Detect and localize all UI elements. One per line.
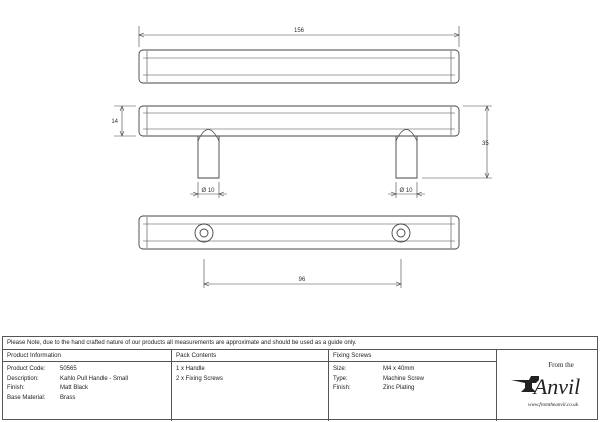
product-info-row [7, 375, 171, 385]
pack-contents-section [172, 350, 329, 421]
product-info-heading: Product Information [3, 350, 171, 362]
left-fixing-hole [195, 224, 213, 242]
product-info-section [3, 350, 172, 421]
disclaimer-note: Please Note, due to the hand crafted nature of our products all measurements are approximate and should be used as a guide only. [3, 337, 597, 350]
row-label: Base Material: [7, 394, 46, 401]
anvil-logo [509, 356, 591, 416]
fixing-screws-row [333, 384, 496, 394]
brand-section [497, 350, 597, 421]
brand-name: Anvil [533, 374, 581, 399]
row-value: Machine Screw [383, 375, 425, 382]
pack-contents-heading: Pack Contents [172, 350, 328, 362]
row-label: Type: [333, 375, 348, 382]
brand-from-the: From the [548, 361, 574, 369]
row-label: Finish: [7, 385, 25, 391]
row-label: Size: [333, 366, 347, 372]
projection-label: 35 [482, 141, 489, 147]
row-label: Finish: [333, 385, 351, 391]
right-leg [396, 130, 417, 179]
height-label: 14 [111, 119, 118, 125]
top-view-bar [139, 50, 459, 83]
product-info-row [7, 394, 171, 404]
row-value: Kahlo Pull Handle - Small [60, 375, 129, 382]
centres-dimension [204, 259, 401, 288]
overall-length-label: 156 [293, 28, 305, 34]
centres-label: 96 [298, 277, 306, 283]
fixing-screws-heading: Fixing Screws [329, 350, 496, 362]
left-diameter-label: Ø 10 [201, 188, 215, 194]
bottom-view-bar [139, 216, 459, 249]
product-info-row [7, 365, 171, 375]
fixing-screws-section [329, 350, 497, 421]
right-diameter-label: Ø 10 [399, 188, 413, 194]
row-value: Brass [60, 394, 76, 401]
fixing-screws-row [333, 375, 496, 385]
right-fixing-hole [392, 224, 410, 242]
row-label: Product Code: [7, 366, 46, 372]
product-info-row [7, 384, 171, 394]
pack-item: 1 x Handle [176, 366, 205, 372]
row-value: M4 x 40mm [383, 366, 415, 372]
info-panel [2, 336, 598, 420]
row-label: Description: [7, 375, 39, 382]
row-value: 50565 [60, 366, 77, 372]
row-value: Zinc Plating [383, 385, 415, 391]
left-leg [198, 130, 219, 179]
brand-website: www.fromtheanvil.co.uk [528, 402, 578, 408]
pack-item: 2 x Fixing Screws [176, 375, 224, 382]
fixing-screws-row [333, 365, 496, 375]
row-value: Matt Black [60, 385, 89, 391]
